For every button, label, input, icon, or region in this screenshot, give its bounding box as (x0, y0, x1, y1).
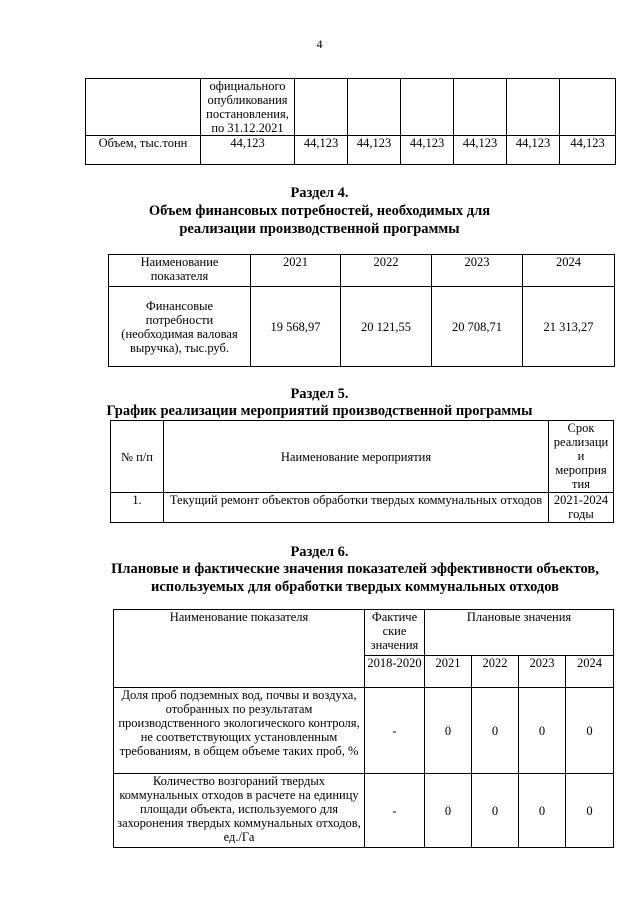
table-cell: 44,123 (401, 136, 454, 165)
table-cell: 19 568,97 (251, 287, 341, 367)
header-cell: Фактиче ские значения (365, 610, 425, 656)
table-cell: 21 313,27 (523, 287, 615, 367)
section5-subtitle: График реализации мероприятий производственной программы (106, 403, 533, 419)
header-cell: Наименование показателя (109, 255, 251, 287)
row-label: Объем, тыс.тонн (86, 136, 201, 165)
header-cell: 2024 (523, 255, 615, 287)
section4-title: Раздел 4. (290, 185, 349, 201)
header-cell: Плановые значения (425, 610, 614, 656)
table-cell: 0 (472, 688, 519, 774)
schedule-table (110, 420, 614, 523)
header-cell: 2022 (472, 656, 519, 688)
indicators-table (113, 609, 614, 848)
table-cell: 2021-2024 годы (549, 493, 614, 523)
table-cell: 44,123 (295, 136, 348, 165)
volume-table (85, 78, 616, 165)
row-label: Доля проб подземных вод, почвы и воздуха, отобранных по результатам производственного экологического контроля, не соответствующих установленным требованиям, в общем объеме таких проб, % (114, 688, 365, 774)
table-cell: 44,123 (201, 136, 295, 165)
table-cell: 44,123 (560, 136, 616, 165)
row-label: Финансовые потребности (необходимая валовая выручка), тыс.руб. (109, 287, 251, 367)
header-cell: № п/п (111, 421, 164, 493)
table-cell: 44,123 (507, 136, 560, 165)
header-cell: 2021 (251, 255, 341, 287)
table-cell: 0 (519, 774, 566, 848)
table-cell: 20 708,71 (432, 287, 523, 367)
table-cell: официального опубликования постановления, по 31.12.2021 (201, 79, 295, 136)
header-cell: 2022 (341, 255, 432, 287)
table-cell: 44,123 (348, 136, 401, 165)
table-cell (507, 79, 560, 136)
page-number: 4 (316, 37, 323, 51)
table-cell (295, 79, 348, 136)
section6-title: Раздел 6. (290, 544, 349, 560)
table-cell (454, 79, 507, 136)
row-label: Количество возгораний твердых коммунальных отходов в расчете на единицу площади объекта, используемого для захоронения твердых коммунальных отходов, ед./Га (114, 774, 365, 848)
table-cell: 20 121,55 (341, 287, 432, 367)
table-cell: 0 (566, 774, 614, 848)
table-cell (86, 79, 201, 136)
header-cell: 2018-2020 (365, 656, 425, 688)
table-cell (348, 79, 401, 136)
finance-table (108, 254, 615, 367)
table-cell (560, 79, 616, 136)
header-cell: 2023 (519, 656, 566, 688)
table-cell: - (365, 688, 425, 774)
table-cell: 0 (425, 688, 472, 774)
header-cell: 2024 (566, 656, 614, 688)
table-cell: 0 (472, 774, 519, 848)
table-cell: 1. (111, 493, 164, 523)
section5-title: Раздел 5. (290, 386, 349, 402)
section4-subtitle: Объем финансовых потребностей, необходимых для реализации производственной программы (148, 203, 491, 237)
header-cell: 2023 (432, 255, 523, 287)
table-cell: Текущий ремонт объектов обработки твердых коммунальных отходов (164, 493, 549, 523)
table-cell: 0 (519, 688, 566, 774)
table-cell: 0 (566, 688, 614, 774)
header-cell: Наименование мероприятия (164, 421, 549, 493)
header-cell: Срок реализаци и мероприя тия (549, 421, 614, 493)
table-cell: 0 (425, 774, 472, 848)
table-cell: - (365, 774, 425, 848)
header-cell: Наименование показателя (114, 610, 365, 688)
table-cell: 44,123 (454, 136, 507, 165)
section6-subtitle: Плановые и фактические значения показателей эффективности объектов, используемых для обработки твердых коммунальных отходов (111, 561, 599, 595)
header-cell: 2021 (425, 656, 472, 688)
table-cell (401, 79, 454, 136)
